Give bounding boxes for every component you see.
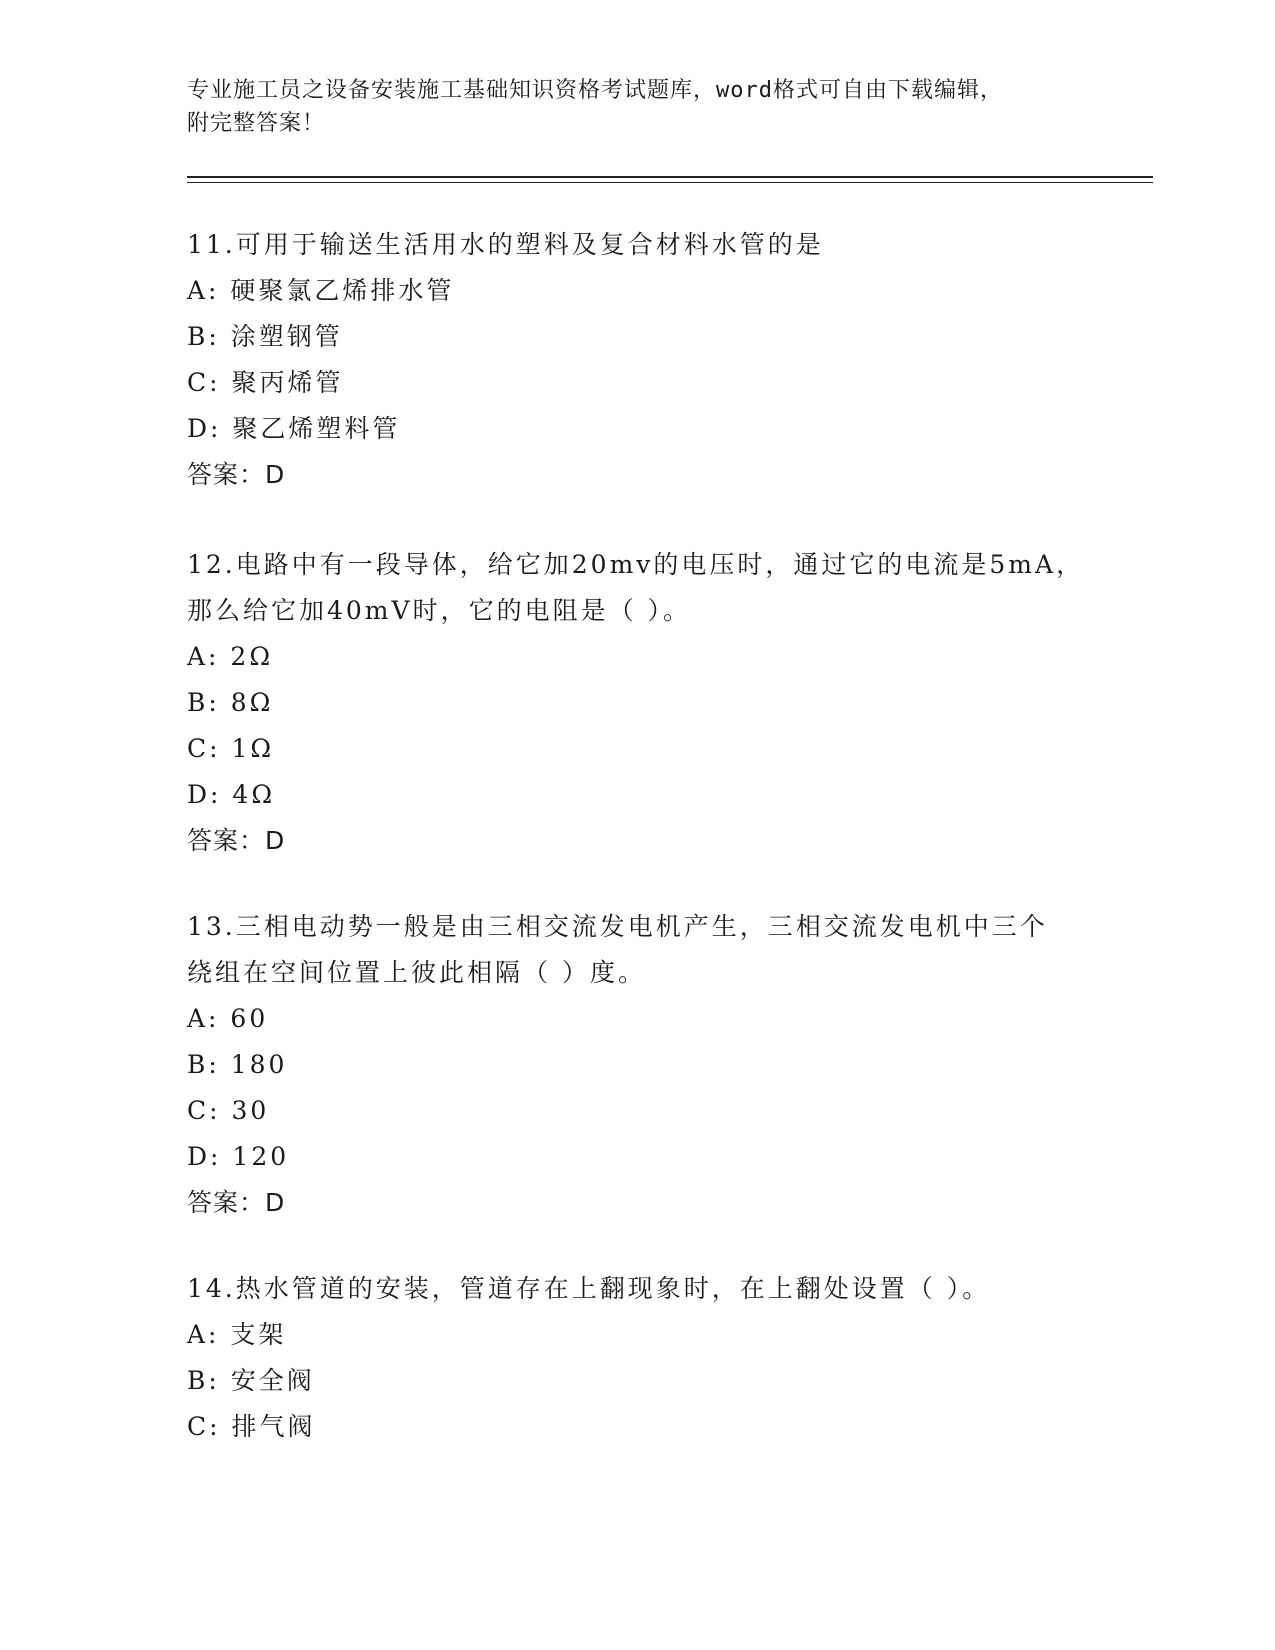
option-c: C: 30 (187, 1096, 270, 1125)
answer: 答案：D (187, 460, 286, 489)
option-c: C: 排气阀 (187, 1412, 316, 1441)
option-a: A: 硬聚氯乙烯排水管 (187, 276, 455, 305)
question-stem: 14.热水管道的安装，管道存在上翻现象时，在上翻处设置（ ）。 (187, 1274, 991, 1303)
question-11 (187, 222, 1087, 498)
header-line-1: 专业施工员之设备安装施工基础知识资格考试题库，word格式可自由下载编辑， (187, 78, 1003, 103)
question-stem-line-2: 那么给它加40mV时，它的电阻是（ ）。 (187, 596, 692, 625)
option-c: C: 1Ω (187, 734, 275, 763)
question-13 (187, 904, 1087, 1226)
option-d: D: 聚乙烯塑料管 (187, 414, 401, 443)
question-stem-line-1: 12.电路中有一段导体，给它加20mv的电压时，通过它的电流是5mA， (187, 550, 1085, 579)
question-stem: 11.可用于输送生活用水的塑料及复合材料水管的是 (187, 230, 824, 259)
option-d: D: 120 (187, 1142, 290, 1171)
question-12 (187, 542, 1087, 864)
header-divider-thin (187, 182, 1153, 183)
option-b: B: 8Ω (187, 688, 274, 717)
document-header (187, 74, 1067, 140)
question-stem-line-1: 13.三相电动势一般是由三相交流发电机产生，三相交流发电机中三个 (187, 912, 1048, 941)
option-c: C: 聚丙烯管 (187, 368, 344, 397)
question-stem-line-2: 绕组在空间位置上彼此相隔（ ）度。 (187, 958, 646, 987)
option-b: B: 安全阀 (187, 1366, 315, 1395)
option-b: B: 180 (187, 1050, 288, 1079)
answer: 答案：D (187, 826, 286, 855)
option-d: D: 4Ω (187, 780, 276, 809)
option-a: A: 支架 (187, 1320, 287, 1349)
option-a: A: 2Ω (187, 642, 274, 671)
answer: 答案：D (187, 1188, 286, 1217)
question-14 (187, 1266, 1087, 1450)
option-a: A: 60 (187, 1004, 269, 1033)
header-line-2: 附完整答案！ (187, 111, 326, 136)
option-b: B: 涂塑钢管 (187, 322, 343, 351)
header-divider-thick (187, 176, 1153, 178)
